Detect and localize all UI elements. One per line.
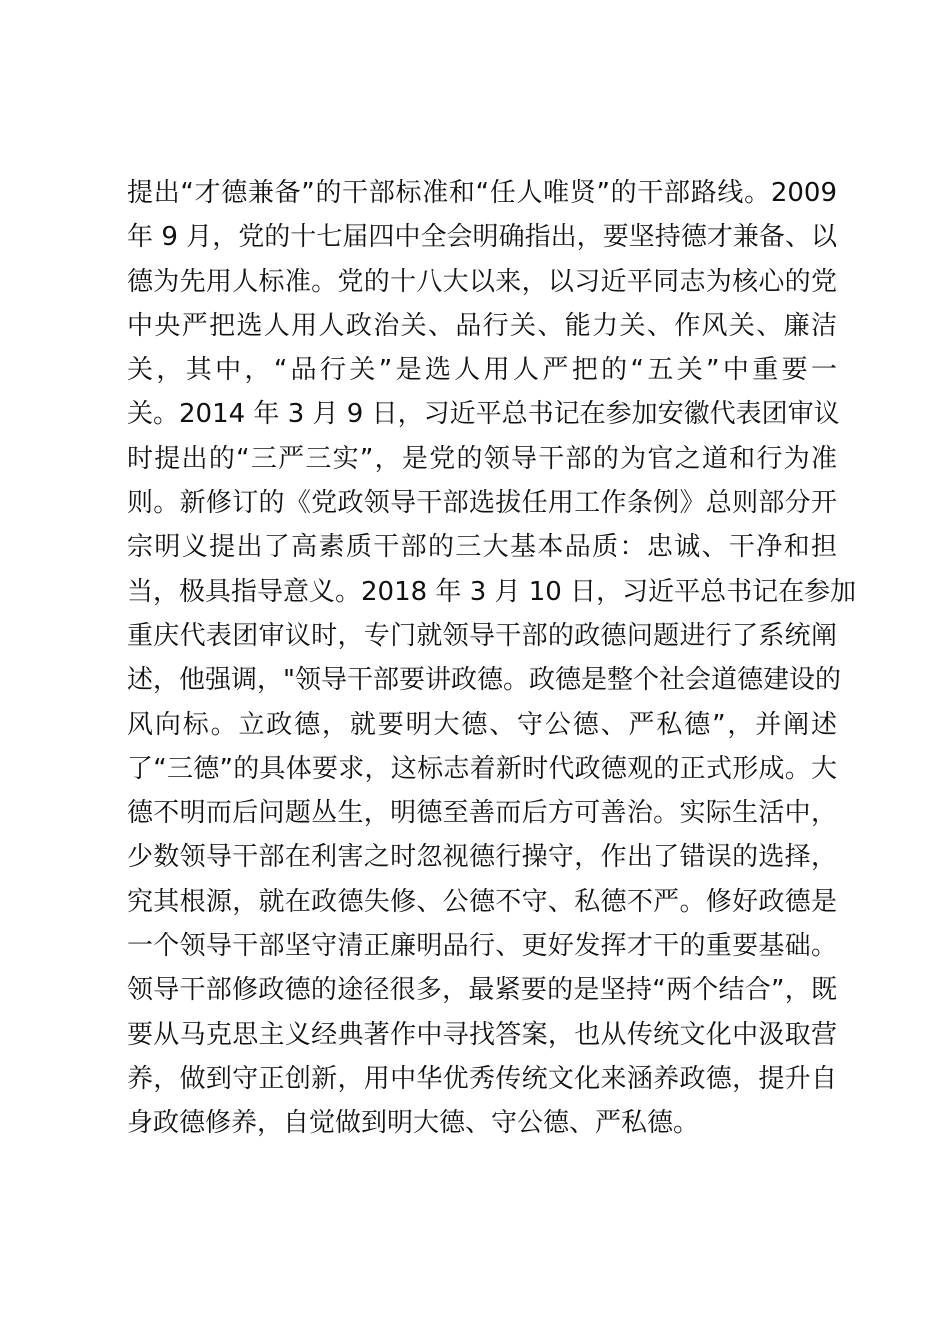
text-line: 身政德修养，自觉做到明大德、守公德、严私德。 — [127, 1108, 700, 1139]
text-line: 风向标。立政德，就要明大德、守公德、严私德”，并阐述 — [127, 709, 837, 740]
text-line: 少数领导干部在利害之时忽视德行操守，作出了错误的选择， — [127, 842, 837, 873]
text-line: 当，极具指导意义。2018 年 3 月 10 日，习近平总书记在参加 — [127, 576, 857, 607]
text-line: 关。2014 年 3 月 9 日，习近平总书记在参加安徽代表团审议 — [127, 399, 840, 430]
text-line: 养，做到守正创新，用中华优秀传统文化来涵养政德，提升自 — [127, 1063, 837, 1094]
text-line: 一个领导干部坚守清正廉明品行、更好发挥才干的重要基础。 — [127, 931, 837, 962]
text-line: 德不明而后问题丛生，明德至善而后方可善治。实际生活中， — [127, 798, 837, 829]
text-line: 述，他强调，"领导干部要讲政德。政德是整个社会道德建设的 — [127, 665, 841, 696]
text-line: 宗明义提出了高素质干部的三大基本品质：忠诚、干净和担 — [127, 532, 837, 563]
text-line: 领导干部修政德的途径很多，最紧要的是坚持“两个结合”，既 — [127, 975, 837, 1006]
text-line: 究其根源，就在政德失修、公德不守、私德不严。修好政德是 — [127, 886, 837, 917]
body-paragraph — [127, 171, 857, 1146]
text-line: 要从马克思主义经典著作中寻找答案，也从传统文化中汲取营 — [127, 1019, 837, 1050]
text-line: 了“三德”的具体要求，这标志着新时代政德观的正式形成。大 — [127, 753, 837, 784]
text-line: 提出“才德兼备”的干部标准和“任人唯贤”的干部路线。2009 — [127, 178, 837, 208]
text-line: 时提出的“三严三实”，是党的领导干部的为官之道和行为准 — [127, 443, 837, 474]
text-line: 则。新修订的《党政领导干部选拔任用工作条例》总则部分开 — [127, 488, 837, 519]
text-line: 关，其中，“品行关”是选人用人严把的“五关”中重要一 — [127, 355, 837, 386]
text-line: 年 9 月，党的十七届四中全会明确指出，要坚持德才兼备、以 — [127, 222, 837, 253]
text-line: 中央严把选人用人政治关、品行关、能力关、作风关、廉洁 — [127, 310, 837, 341]
text-line: 德为先用人标准。党的十八大以来，以习近平同志为核心的党 — [127, 266, 837, 297]
text-line: 重庆代表团审议时，专门就领导干部的政德问题进行了系统阐 — [127, 620, 837, 651]
